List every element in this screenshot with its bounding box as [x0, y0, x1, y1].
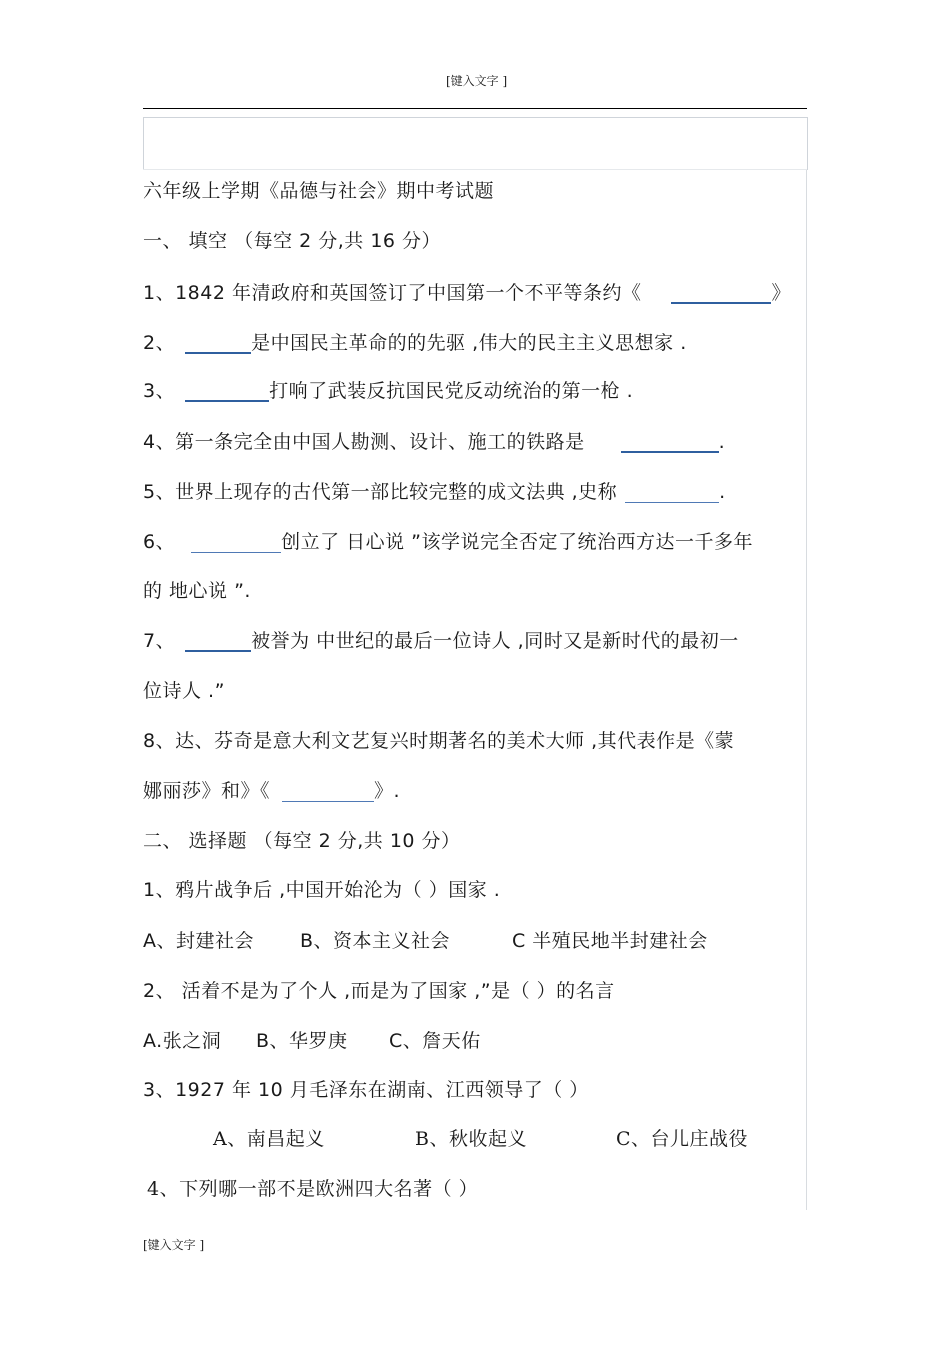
question-5: [143, 483, 726, 503]
choice-3-option-c[interactable]: C、台儿庄战役: [616, 1128, 749, 1150]
choice-3-option-b[interactable]: B、秋收起义: [415, 1128, 527, 1150]
answer-blank-2[interactable]: [185, 334, 251, 354]
answer-blank-4[interactable]: [621, 433, 719, 453]
question-8: 8、达、芬奇是意大利文艺复兴时期著名的美术大师 ,其代表作是《蒙: [143, 730, 735, 752]
right-margin-rule: [806, 170, 807, 1210]
box-divider: [143, 169, 807, 170]
question-6-continued: 的 地心说 ”.: [143, 580, 251, 602]
answer-blank-8[interactable]: [282, 783, 374, 802]
choice-2-question: 2、 活着不是为了个人 ,而是为了国家 ,”是（ ）的名言: [143, 980, 615, 1002]
answer-blank-5[interactable]: [625, 484, 719, 503]
question-4-end: .: [718, 431, 726, 453]
question-7-prefix: 7、: [143, 630, 176, 652]
question-5-text: 5、世界上现存的古代第一部比较完整的成文法典 ,史称: [143, 481, 618, 503]
question-1-text: 1、1842 年清政府和英国签订了中国第一个不平等条约《: [143, 282, 642, 304]
answer-blank-3[interactable]: [185, 382, 269, 402]
choice-2-option-c[interactable]: C、詹天佑: [389, 1030, 481, 1052]
answer-blank-6[interactable]: [191, 534, 281, 553]
question-7-continued: 位诗人 .”: [143, 680, 225, 702]
answer-blank-1[interactable]: [671, 284, 771, 304]
question-8-cont-b: 》.: [374, 780, 401, 802]
answer-blank-7[interactable]: [185, 632, 251, 652]
choice-2-option-b[interactable]: B、华罗庚: [256, 1030, 348, 1052]
choice-4-question: 4、下列哪一部不是欧洲四大名著（ ）: [147, 1178, 479, 1200]
section-1-heading: 一、 填空 （每空 2 分,共 16 分）: [143, 230, 442, 252]
choice-3-option-a[interactable]: A、南昌起义: [213, 1128, 325, 1150]
question-2: [143, 334, 687, 354]
choice-2-option-a[interactable]: A.张之洞: [143, 1030, 222, 1052]
question-5-end: .: [719, 481, 726, 503]
choice-1-question: 1、鸦片战争后 ,中国开始沦为（ ）国家 .: [143, 879, 501, 901]
question-6: [143, 533, 753, 553]
question-8-cont-a: 娜丽莎》和》《: [143, 780, 271, 802]
question-2-text: 是中国民主革命的的先驱 ,伟大的民主主义思想家 .: [251, 332, 687, 354]
question-2-prefix: 2、: [143, 332, 176, 354]
question-3-prefix: 3、: [143, 380, 176, 402]
section-2-heading: 二、 选择题 （每空 2 分,共 10 分）: [143, 830, 461, 852]
question-6-text: 创立了 日心说 ”该学说完全否定了统治西方达一千多年: [281, 531, 754, 553]
choice-1-option-c[interactable]: C 半殖民地半封建社会: [512, 930, 708, 952]
question-6-prefix: 6、: [143, 531, 176, 553]
page-title: 六年级上学期《品德与社会》期中考试题: [143, 180, 495, 202]
question-3-text: 打响了武装反抗国民党反动统治的第一枪 .: [269, 380, 634, 402]
empty-text-box: [143, 117, 808, 170]
question-8-continued: [143, 782, 400, 802]
question-7: [143, 632, 739, 652]
question-4: [143, 433, 725, 453]
choice-3-question: 3、1927 年 10 月毛泽东在湖南、江西领导了（ ）: [143, 1079, 589, 1101]
page-footer: [键入文字 ]: [143, 1238, 205, 1252]
question-4-text: 4、第一条完全由中国人勘测、设计、施工的铁路是: [143, 431, 585, 453]
choice-1-option-b[interactable]: B、资本主义社会: [300, 930, 451, 952]
header-rule: [143, 108, 807, 109]
question-1: [143, 284, 791, 304]
question-1-close: 》: [771, 282, 791, 304]
question-7-text: 被誉为 中世纪的最后一位诗人 ,同时又是新时代的最初一: [251, 630, 739, 652]
choice-1-option-a[interactable]: A、封建社会: [143, 930, 254, 952]
question-3: [143, 382, 633, 402]
page-header: [键入文字 ]: [446, 74, 508, 88]
